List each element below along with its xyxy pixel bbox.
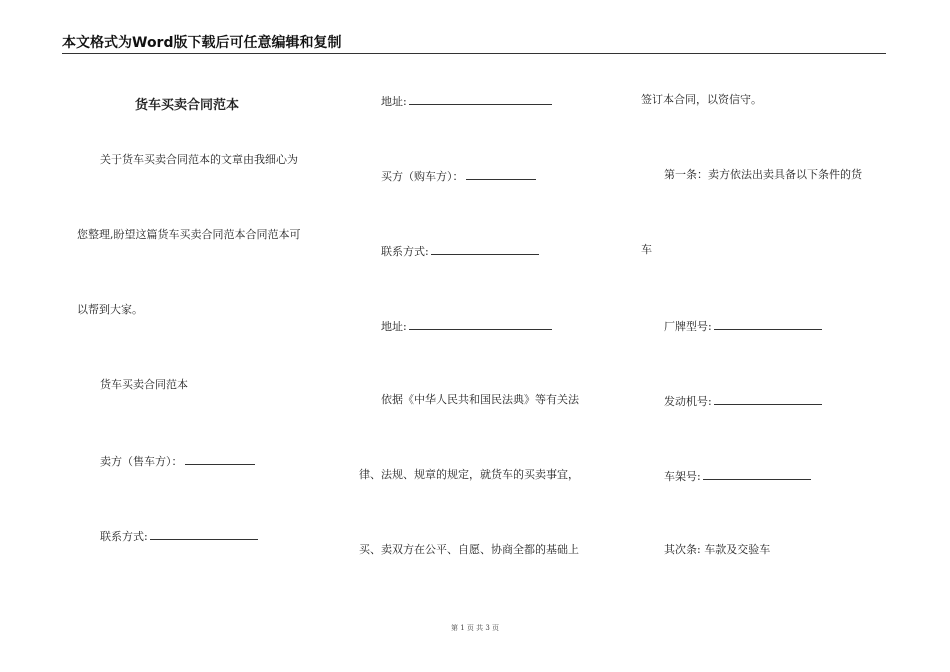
buyer-address-label: 地址:: [381, 320, 407, 333]
contract-subtitle: 货车买卖合同范本: [100, 378, 188, 391]
frame-number-blank: [703, 468, 811, 480]
law-line-2: 律、法规、规章的规定，就货车的买卖事宜，: [359, 468, 579, 481]
buyer-address-field: [381, 318, 552, 334]
law-line-3: 买、卖双方在公平、自愿、协商全都的基础上: [359, 543, 579, 556]
seller-address-blank: [409, 93, 552, 105]
document-header: [62, 33, 886, 54]
brand-model-field: [664, 318, 822, 334]
seller-address-field: [381, 93, 552, 109]
law-line-1: 依据《中华人民共和国民法典》等有关法: [381, 393, 579, 406]
seller-field: [100, 453, 255, 469]
brand-model-label: 厂牌型号:: [664, 320, 712, 333]
seller-label: 卖方（售车方）：: [100, 455, 183, 468]
article1-line-2: 车: [641, 243, 652, 256]
intro-line-2: 您整理,盼望这篇货车买卖合同范本合同范本可: [77, 228, 301, 241]
buyer-contact-label: 联系方式:: [381, 245, 429, 258]
seller-contact-blank: [150, 528, 258, 540]
intro-line-3: 以帮到大家。: [77, 303, 143, 316]
brand-model-blank: [714, 318, 822, 330]
engine-number-label: 发动机号:: [664, 395, 712, 408]
article1-line-1: 第一条：卖方依法出卖具备以下条件的货: [664, 168, 862, 181]
engine-number-field: [664, 393, 822, 409]
seller-address-label: 地址:: [381, 95, 407, 108]
header-title: 本文格式为Word版下载后可任意编辑和复制: [62, 35, 342, 51]
page-number: 第 1 页 共 3 页: [450, 624, 500, 632]
contract-title: 货车买卖合同范本: [135, 98, 240, 113]
buyer-blank: [466, 168, 536, 180]
buyer-contact-field: [381, 243, 539, 259]
buyer-label: 买方（购车方）：: [381, 170, 464, 183]
seller-contact-field: [100, 528, 258, 544]
intro-line-1: 关于货车买卖合同范本的文章由我细心为: [100, 153, 298, 166]
frame-number-label: 车架号:: [664, 470, 701, 483]
seller-contact-label: 联系方式:: [100, 530, 148, 543]
buyer-field: [381, 168, 536, 184]
seller-blank: [185, 453, 255, 465]
article2-line: 其次条: 车款及交验车: [664, 543, 771, 556]
sign-line: 签订本合同，以资信守。: [641, 93, 762, 106]
frame-number-field: [664, 468, 811, 484]
engine-number-blank: [714, 393, 822, 405]
buyer-address-blank: [409, 318, 552, 330]
buyer-contact-blank: [431, 243, 539, 255]
